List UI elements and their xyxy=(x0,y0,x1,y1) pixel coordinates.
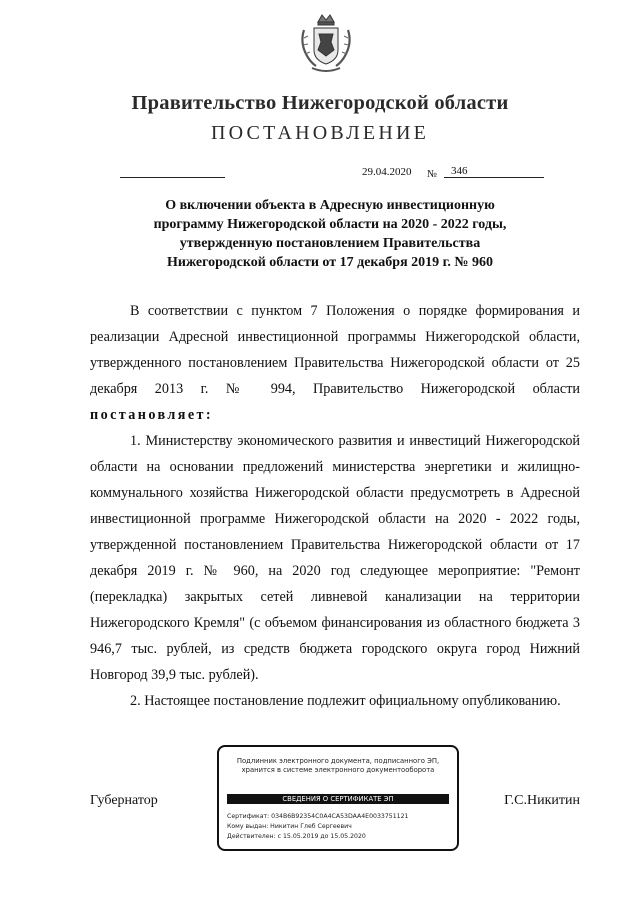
preamble-paragraph xyxy=(90,298,580,428)
resolves-word: постановляет: xyxy=(90,407,214,423)
document-date: 29.04.2020 xyxy=(362,166,412,178)
stamp-original-note: Подлинник электронного документа, подписанного ЭП, xyxy=(236,757,440,765)
subject-line: Нижегородской области от 17 декабря 2019 г. № 960 xyxy=(167,255,493,270)
signer-name: Г.С.Никитин xyxy=(504,793,580,808)
stamp-certificate-header: СВЕДЕНИЯ О СЕРТИФИКАТЕ ЭП xyxy=(227,794,449,804)
signer-position: Губернатор xyxy=(90,793,158,808)
number-underline xyxy=(444,177,544,178)
blank-date-line xyxy=(120,177,225,178)
stamp-issued-to: Кому выдан: Никитин Глеб Сергеевич xyxy=(227,823,352,830)
subject-line: О включении объекта в Адресную инвестиционную xyxy=(165,198,495,213)
document-number: 346 xyxy=(451,165,468,177)
subject-line: программу Нижегородской области на 2020 - 2022 годы, xyxy=(153,217,507,232)
subject-line: утвержденную постановлением Правительства xyxy=(179,236,481,251)
government-title: Правительство Нижегородской области xyxy=(131,92,509,114)
document-body xyxy=(90,298,580,714)
document-type: ПОСТАНОВЛЕНИЕ xyxy=(210,122,430,144)
stamp-validity: Действителен: с 15.05.2019 до 15.05.2020 xyxy=(227,833,366,840)
electronic-signature-stamp xyxy=(217,745,459,851)
document-subject xyxy=(130,196,530,272)
stamp-certificate-id: Сертификат: 034B6B92354C0A4CA53DAA4E0033751121 xyxy=(227,813,409,820)
stamp-storage-note: хранится в системе электронного документооборота xyxy=(241,766,435,774)
number-sign: № xyxy=(427,169,438,180)
item-1-paragraph: 1. Министерству экономического развития и инвестиций Нижегородской области на основании предложений министерства энергетики и жилищно-коммунального хозяйства Нижегородской области предусмотреть в Адресной инвестиционной программе Нижегородской области на 2020 - 2022 годы, утвержденной постановлением Правительства Нижегородской области от 17 декабря 2019 г. № 960, на 2020 год следующее мероприятие: "Ремонт (перекладка) закрытых сетей ливневой канализации на территории Нижегородского Кремля" (с объемом финансирования из областного бюджета 3 946,7 тыс. рублей, из средств бюджета городского округа город Нижний Новгород 39,9 тыс. рублей). xyxy=(90,433,580,683)
preamble-text: В соответствии с пунктом 7 Положения о порядке формирования и реализации Адресной инвестиционной программы Нижегородской области, утвержденного постановлением Правительства Нижегородской области от 25 декабря 2013 г. № 994, Правительство Нижегородской области xyxy=(90,303,580,397)
coat-of-arms-icon xyxy=(298,12,354,78)
item-2-paragraph: 2. Настоящее постановление подлежит официальному опубликованию. xyxy=(130,693,561,709)
